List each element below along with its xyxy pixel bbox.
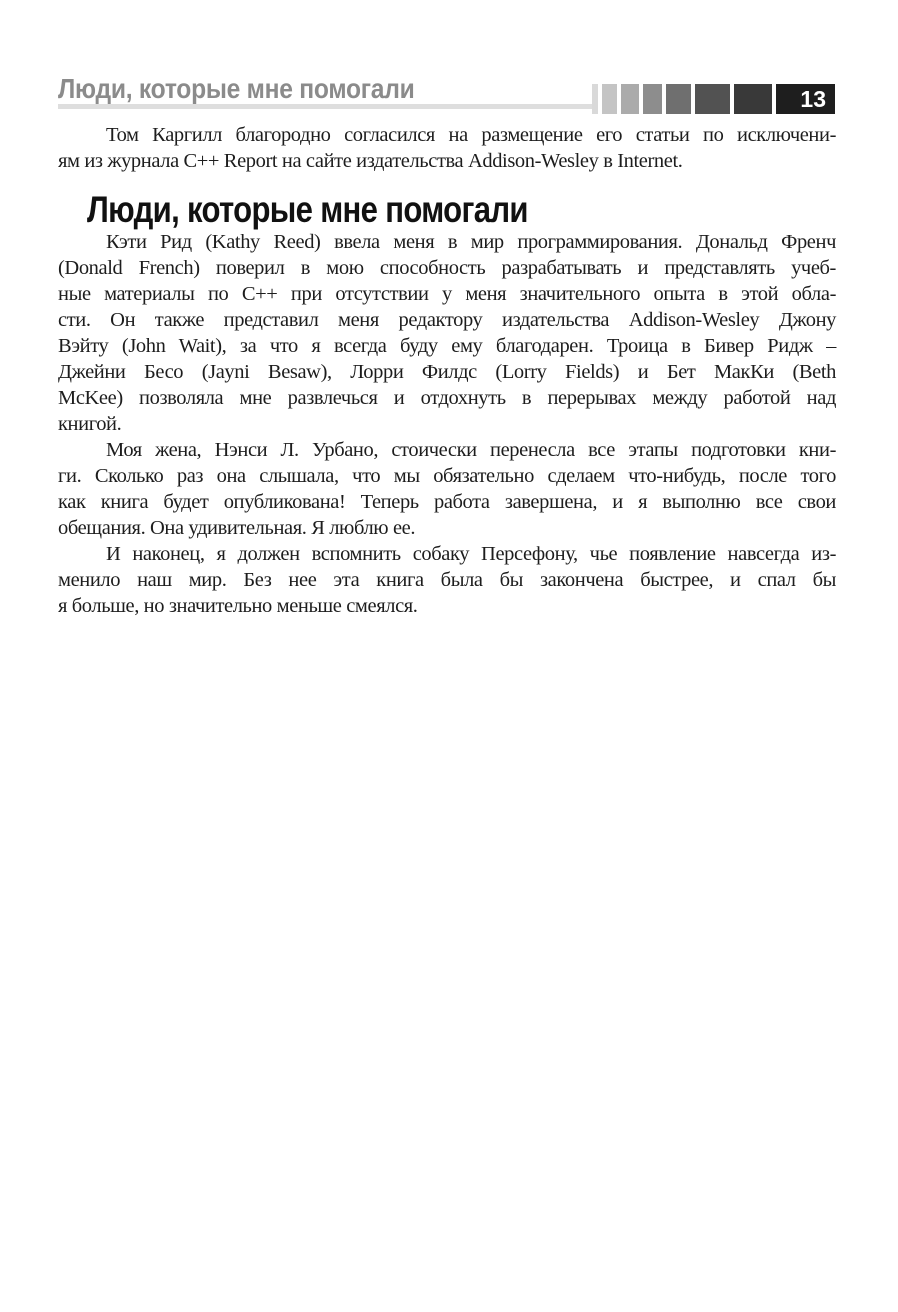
header-bar-block bbox=[602, 84, 617, 114]
paragraph bbox=[58, 541, 836, 619]
text-line: Джейни Бесо (Jayni Besaw), Лорри Филдс (Lorry Fields) и Бет МакКи (Beth bbox=[58, 361, 836, 383]
text-line: McKee) позволяла мне развлечься и отдохнуть в перерывах между работой над bbox=[58, 387, 836, 409]
page-number-badge bbox=[776, 84, 835, 114]
header-bar-block bbox=[592, 84, 598, 114]
header-bar-block bbox=[643, 84, 662, 114]
intro-paragraph bbox=[58, 122, 836, 174]
text-line: менило наш мир. Без нее эта книга была бы закончена быстрее, и спал бы bbox=[58, 569, 836, 591]
text-line: (Donald French) поверил в мою способность разрабатывать и представлять учеб- bbox=[58, 257, 836, 279]
page-number: 13 bbox=[800, 85, 826, 112]
text-line: я больше, но значительно меньше смеялся. bbox=[58, 595, 418, 617]
text-line: Вэйту (John Wait), за что я всегда буду ему благодарен. Троица в Бивер Ридж – bbox=[58, 335, 836, 357]
text-line: Кэти Рид (Kathy Reed) ввела меня в мир программирования. Дональд Френч bbox=[106, 231, 836, 253]
text-line: Моя жена, Нэнси Л. Урбано, стоически перенесла все этапы подготовки кни- bbox=[106, 439, 836, 461]
running-header-title: Люди, которые мне помогали bbox=[58, 73, 415, 104]
text-line: обещания. Она удивительная. Я люблю ее. bbox=[58, 517, 416, 539]
header-bar-block bbox=[734, 84, 772, 114]
text-line: как книга будет опубликована! Теперь работа завершена, и я выполню все свои bbox=[58, 491, 836, 513]
text-line: Том Каргилл благородно согласился на размещение его статьи по исключени- bbox=[106, 124, 836, 146]
header-bar-block bbox=[621, 84, 639, 114]
text-line: ные материалы по C++ при отсутствии у меня значительного опыта в этой обла- bbox=[58, 283, 836, 305]
body-text bbox=[58, 229, 836, 619]
text-line: ям из журнала C++ Report на сайте издательства Addison-Wesley в Internet. bbox=[58, 150, 683, 172]
text-line: книгой. bbox=[58, 413, 122, 435]
text-line: ги. Сколько раз она слышала, что мы обязательно сделаем что-нибудь, после того bbox=[58, 465, 836, 487]
paragraph bbox=[58, 229, 836, 437]
header-bar-block bbox=[666, 84, 691, 114]
paragraph bbox=[58, 437, 836, 541]
text-line: сти. Он также представил меня редактору издательства Addison-Wesley Джону bbox=[58, 309, 836, 331]
header-bar-block bbox=[695, 84, 730, 114]
header-bar-blocks bbox=[592, 84, 772, 114]
section-heading: Люди, которые мне помогали bbox=[87, 189, 528, 230]
header-underline bbox=[58, 104, 592, 109]
text-line: И наконец, я должен вспомнить собаку Персефону, чье появление навсегда из- bbox=[106, 543, 836, 565]
